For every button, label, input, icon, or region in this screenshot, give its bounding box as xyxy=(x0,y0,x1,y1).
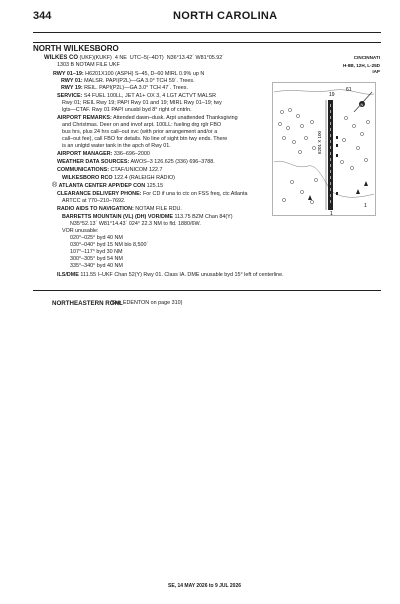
vor-unusable-4: 300°–305° byd 54 NM xyxy=(70,256,123,262)
clearance-text: For CD if una to ctc on FSS freq, ctc Atlanta xyxy=(142,191,248,197)
remarks-line-2: and Christmas. Deer on and invof arpt. 100LL: fueling drg rglr FBO xyxy=(62,122,222,128)
iap-label: IAP xyxy=(372,69,380,74)
runway-label: RWY 01–19: xyxy=(53,71,84,77)
runway-text: H6201X100 (ASPH) S–45, D–60 MIRL 0.9% up N xyxy=(85,71,205,77)
chart-refs: H-8B, 12H, L-25D xyxy=(342,63,380,68)
header-rule xyxy=(33,32,381,33)
vor-unusable-2: 030°–040° byd 15 NM blo 8,500´ xyxy=(70,242,149,248)
vor-unusable-3: 107°–117° byd 30 NM xyxy=(70,249,123,255)
runway-01-text: MALSR. PAPI(P2L)—GA 3.0° TCH 59´. Trees. xyxy=(84,78,195,84)
airport-coords: N36°13.42´ W81°05.92´ xyxy=(166,55,225,61)
vor-text: 113.75 BZM Chan 84(Y) xyxy=(174,214,233,220)
vor-unusable-1: 020°–025° byd 40 NM xyxy=(70,235,123,241)
navaids-text: NOTAM FILE RDU. xyxy=(135,206,182,212)
service-label: SERVICE: xyxy=(57,93,83,99)
city-rule xyxy=(33,42,381,43)
elevation-bottom: 1 xyxy=(364,203,367,209)
runway-dimensions: 6201 X 100 xyxy=(317,130,322,154)
runway-line xyxy=(53,71,204,77)
ils-line xyxy=(57,272,284,278)
clearance-line xyxy=(57,191,248,197)
tree-symbols xyxy=(278,108,369,203)
atlanta-label: ATLANTA CENTER APP/DEP CON xyxy=(58,183,146,189)
vor-coords: N35°52.13´ W81°14.43´ 024° 22.3 NM to fld. 1880/6W. xyxy=(70,221,201,227)
region-name: NORTHEASTERN RGNL xyxy=(52,300,123,307)
weather-line xyxy=(57,159,215,165)
service-line xyxy=(57,93,216,99)
runway-19-text: REIL. PAPI(P2L)—GA 3.0° TCH 47´. Trees. xyxy=(84,85,188,91)
airport-elevation-line: 1303 B NOTAM FILE UKF xyxy=(57,62,120,68)
vor-unusable-5: 335°–340° byd 40 NM xyxy=(70,263,123,269)
manager-line xyxy=(57,151,150,157)
comms-line xyxy=(57,167,163,173)
manager-label: AIRPORT MANAGER: xyxy=(57,151,113,157)
airport-name: WILKES CO xyxy=(44,55,78,61)
comms-text: CTAF/UNICOM 122.7 xyxy=(110,167,163,173)
remarks-first: Attended dawn–dusk. Arpt unattended Thanksgiving xyxy=(113,115,238,121)
remarks-line-3: bus hrs, plus 24 hrs call–out svc (with prior arrangement and/or a xyxy=(62,129,218,135)
rco-line xyxy=(62,175,175,181)
airport-location: 4 NE xyxy=(114,55,127,61)
clearance-line-2: ARTCC at 770–210–7692. xyxy=(62,198,126,204)
rco-text: 122.4 (RALEIGH RADIO) xyxy=(114,175,175,181)
service-line-2: Rwy 01; REIL Rwy 19; PAPI Rwy 01 and 19; MIRL Rwy 01–19; twy xyxy=(62,100,222,106)
terrain-line xyxy=(274,90,374,95)
region-rule xyxy=(33,290,381,291)
north-label: N xyxy=(360,102,364,107)
remarks-line xyxy=(57,115,238,121)
navaids-label: RADIO AIDS TO NAVIGATION: xyxy=(57,206,134,212)
weather-label: WEATHER DATA SOURCES: xyxy=(57,159,130,165)
airport-utc: UTC–5(–4DT) xyxy=(129,55,164,61)
region-reference: (See EDENTON on page 310) xyxy=(110,300,183,306)
state-title: NORTH CAROLINA xyxy=(173,10,278,22)
page-number: 344 xyxy=(33,10,52,22)
rco-label: WILKESBORO RCO xyxy=(62,175,113,181)
vor-line xyxy=(62,214,233,220)
runway-01-label: RWY 01: xyxy=(61,78,83,84)
ils-label: ILS/DME xyxy=(57,272,79,278)
airport-diagram xyxy=(272,82,376,216)
airport-ident: (UKF)(KUKF) xyxy=(79,55,112,61)
navaids-line xyxy=(57,206,182,212)
center-region: CINCINNATI xyxy=(353,55,380,60)
elevation-top: 61 xyxy=(346,87,352,93)
remarks-line-4: call–out fee), call FBO for details. No line of sight btn twy ends. There xyxy=(62,136,228,142)
runway-19-label: RWY 19: xyxy=(61,85,83,91)
atlanta-freq: 125.15 xyxy=(146,183,164,189)
service-line-3: lgts—CTAF. Rwy 01 PAPI unusbl byd 8° right of cntrln. xyxy=(62,107,192,113)
runway-19-line xyxy=(61,85,188,91)
comms-label: COMMUNICATIONS: xyxy=(57,167,110,173)
runway-01-line xyxy=(61,78,195,84)
vor-label: BARRETTS MOUNTAIN (VL) (DH) VOR/DME xyxy=(62,214,173,220)
runway-19-number: 19 xyxy=(329,92,335,98)
clearance-label: CLEARANCE DELIVERY PHONE: xyxy=(57,191,142,197)
page-header xyxy=(33,9,381,29)
service-text: S4 FUEL 100LL, JET A1+ OX 3, 4 LGT ACTVT MALSR xyxy=(83,93,216,99)
effective-dates: SE, 14 MAY 2026 to 9 JUL 2026 xyxy=(168,583,242,589)
remarks-label: AIRPORT REMARKS: xyxy=(57,115,112,121)
ils-text: 111.55 I–UKF Chan 52(Y) Rwy 01. Class IA. DME unusable byd 15° left of centerline. xyxy=(80,272,284,278)
radar-symbol: ® xyxy=(52,182,58,189)
vor-unusable-label: VOR unusable: xyxy=(62,228,99,234)
remarks-line-5: is an unlgtd water tank in the apch of Rwy 01. xyxy=(62,143,171,149)
manager-phone: 336–696–2000 xyxy=(113,151,150,157)
airport-line xyxy=(44,55,224,61)
weather-text: AWOS–3 126.625 (336) 696–3788. xyxy=(130,159,215,165)
runway-1-number: 1 xyxy=(330,211,333,216)
atlanta-line xyxy=(52,183,163,189)
city-name: NORTH WILKESBORO xyxy=(33,44,119,53)
